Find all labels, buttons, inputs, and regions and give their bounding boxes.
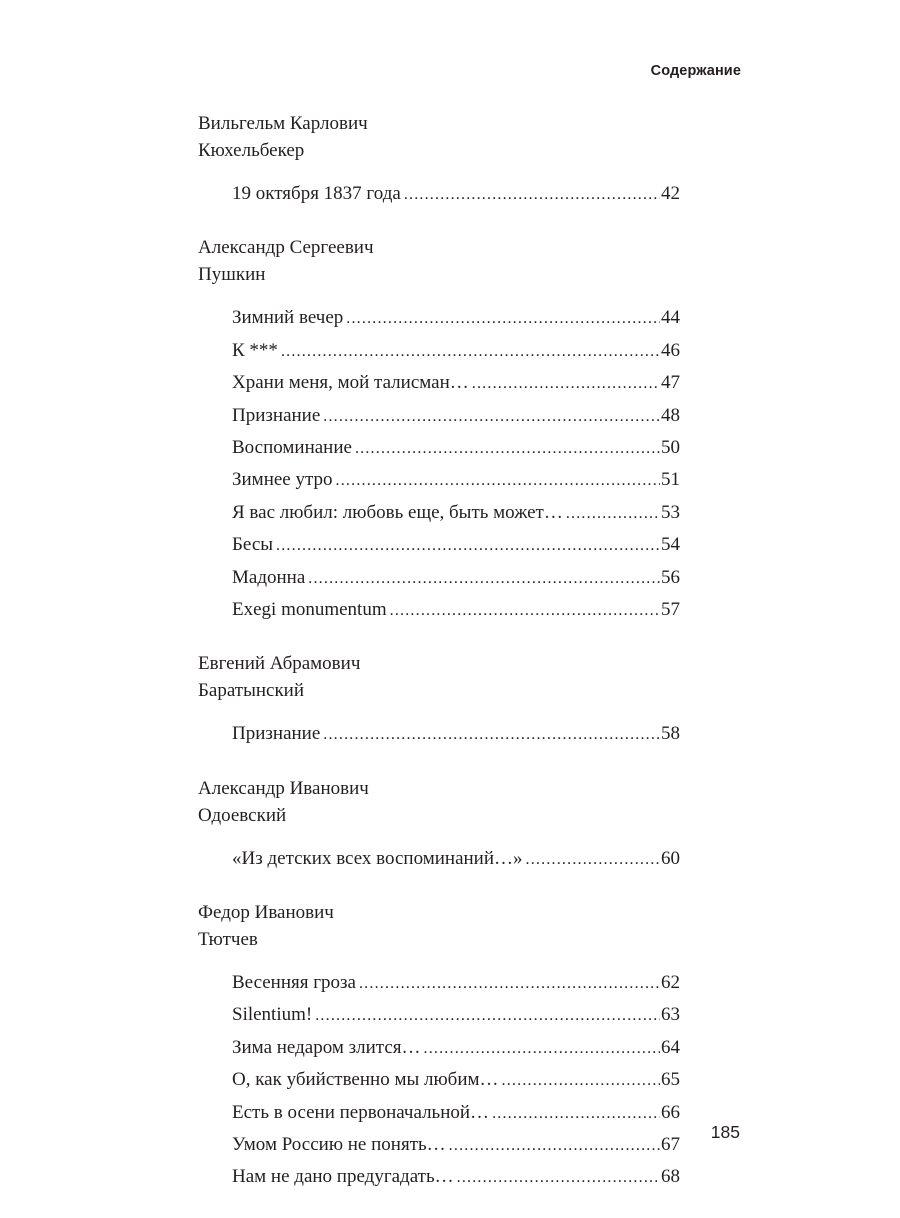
entry-title: Мадонна [232, 566, 306, 588]
entry-page-number: 63 [661, 1004, 680, 1026]
dot-leader [449, 1130, 660, 1162]
author-surname: Пушкин [198, 264, 266, 286]
author-given-names: Вильгельм Карлович [198, 113, 368, 134]
toc-entry [198, 1032, 680, 1064]
entry-page-number: 50 [661, 436, 680, 458]
entry-list [198, 843, 680, 875]
dot-leader [276, 530, 660, 562]
entry-title: «Из детских всех воспоминаний…» [232, 847, 523, 869]
entry-page-number: 46 [661, 339, 680, 361]
entry-page-number: 57 [661, 598, 680, 620]
dot-leader [502, 1065, 660, 1097]
author-surname: Одоевский [198, 804, 287, 826]
dot-leader [336, 465, 660, 497]
entry-page-number: 42 [661, 183, 680, 204]
entry-title: О, как убийственно мы любим… [232, 1069, 499, 1091]
entry-page-number: 62 [661, 972, 680, 994]
entry-title: Весенняя гроза [232, 972, 356, 994]
entry-title: Бесы [232, 534, 274, 556]
entry-title: Зима недаром злится… [232, 1036, 421, 1058]
toc-entry [198, 718, 680, 750]
dot-leader [526, 844, 660, 876]
entry-title: Умом Россию не понять… [232, 1134, 446, 1156]
dot-leader [323, 401, 660, 433]
entry-title: Признание [232, 404, 321, 426]
entry-list [198, 178, 680, 210]
toc-entry [198, 302, 680, 334]
entry-title: Есть в осени первоначальной… [232, 1101, 490, 1123]
entry-title: Храни меня, мой талисман… [232, 372, 469, 394]
author-heading [198, 650, 680, 704]
author-surname: Тютчев [198, 929, 258, 951]
entry-title: Зимнее утро [232, 469, 333, 491]
entry-title: 19 октября 1837 года [232, 183, 401, 204]
entry-list [198, 718, 680, 750]
dot-leader [566, 498, 660, 530]
dot-leader [308, 563, 660, 595]
dot-leader [315, 1000, 660, 1032]
entry-page-number: 48 [661, 404, 680, 426]
author-given-names: Александр Сергеевич [198, 237, 374, 259]
toc-entry [198, 400, 680, 432]
entry-title: Зимний вечер [232, 307, 344, 329]
entry-page-number: 54 [661, 534, 680, 556]
toc-entry [198, 1064, 680, 1096]
entry-title: Я вас любил: любовь еще, быть может… [232, 501, 563, 523]
entry-page-number: 66 [661, 1101, 680, 1123]
entry-page-number: 51 [661, 469, 680, 491]
toc-entry [198, 999, 680, 1031]
toc-entry [198, 1129, 680, 1161]
entry-title: Нам не дано предугадать… [232, 1166, 454, 1188]
author-heading [198, 110, 680, 164]
entry-page-number: 47 [661, 372, 680, 394]
author-given-names: Федор Иванович [198, 902, 334, 924]
toc-entry [198, 529, 680, 561]
page-number: 185 [710, 1122, 740, 1142]
entry-list [198, 302, 680, 626]
entry-page-number: 60 [661, 847, 680, 869]
entry-title: Exegi monumentum [232, 598, 387, 620]
dot-leader [404, 179, 660, 211]
dot-leader [424, 1033, 661, 1065]
dot-leader [472, 368, 660, 400]
dot-leader [457, 1162, 660, 1194]
author-heading [198, 775, 680, 829]
dot-leader [346, 303, 660, 335]
entry-page-number: 44 [661, 307, 680, 329]
toc-entry [198, 335, 680, 367]
toc-entry [198, 1161, 680, 1193]
toc-entry [198, 464, 680, 496]
table-of-contents [198, 110, 680, 1218]
entry-page-number: 67 [661, 1134, 680, 1156]
entry-page-number: 53 [661, 501, 680, 523]
author-given-names: Евгений Абрамович [198, 653, 361, 675]
dot-leader [359, 968, 660, 1000]
entry-page-number: 64 [661, 1036, 680, 1058]
toc-entry [198, 178, 680, 210]
author-given-names: Александр Иванович [198, 777, 369, 799]
running-head: Содержание [650, 63, 741, 79]
entry-page-number: 56 [661, 566, 680, 588]
toc-entry [198, 367, 680, 399]
toc-entry [198, 594, 680, 626]
dot-leader [281, 336, 660, 368]
dot-leader [390, 595, 660, 627]
toc-entry [198, 967, 680, 999]
entry-title: Воспоминание [232, 436, 352, 458]
author-surname: Баратынский [198, 680, 305, 702]
toc-entry [198, 497, 680, 529]
entry-page-number: 58 [661, 723, 680, 745]
dot-leader [323, 719, 660, 751]
toc-entry [198, 1097, 680, 1129]
author-surname: Кюхельбекер [198, 140, 305, 161]
entry-list [198, 967, 680, 1194]
entry-title: К *** [232, 339, 278, 361]
author-heading [198, 234, 680, 288]
entry-title: Признание [232, 723, 321, 745]
entry-page-number: 68 [661, 1166, 680, 1188]
entry-title: Silentium! [232, 1004, 313, 1026]
author-heading [198, 899, 680, 953]
dot-leader [355, 433, 660, 465]
toc-entry [198, 562, 680, 594]
toc-entry [198, 432, 680, 464]
toc-entry [198, 843, 680, 875]
dot-leader [492, 1098, 660, 1130]
entry-page-number: 65 [661, 1069, 680, 1091]
